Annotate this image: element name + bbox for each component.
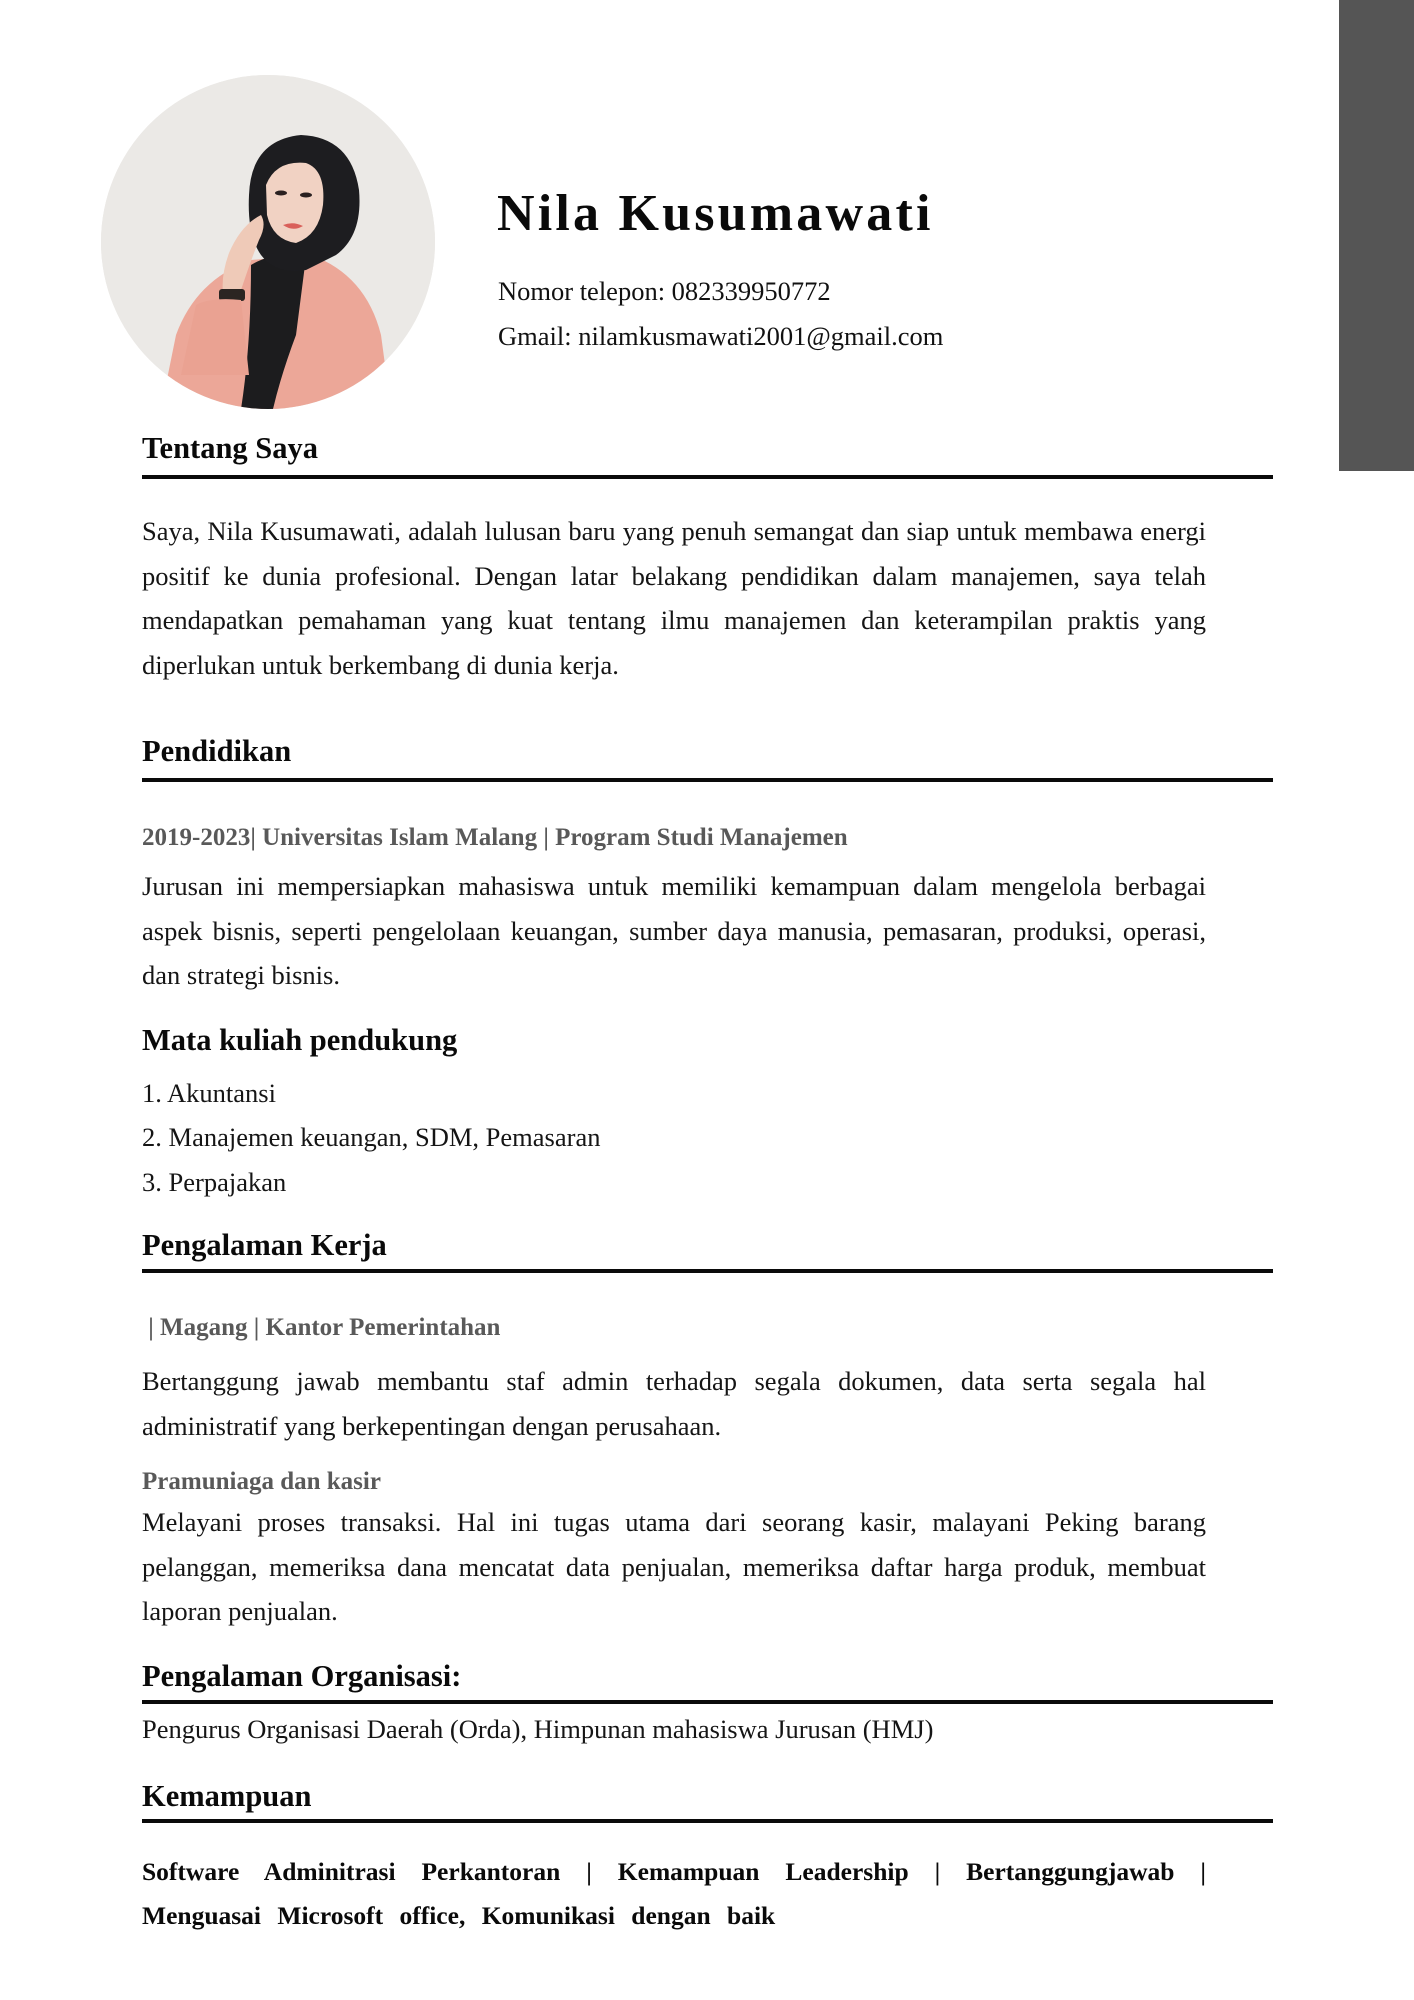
email-address: Gmail: nilamkusmawati2001@gmail.com	[498, 321, 944, 351]
candidate-name: Nila Kusumawati	[497, 185, 934, 242]
section-title-about: Tentang Saya	[142, 431, 319, 465]
section-title-organization: Pengalaman Organisasi:	[142, 1659, 462, 1693]
list-item: 3. Perpajakan	[142, 1166, 287, 1197]
courses-list	[142, 1071, 600, 1204]
section-title-work: Pengalaman Kerja	[142, 1228, 387, 1262]
section-divider	[142, 475, 1273, 479]
decorative-side-bar	[1339, 0, 1414, 471]
section-divider	[142, 778, 1273, 782]
section-divider	[142, 1700, 1273, 1704]
avatar	[101, 75, 435, 409]
job-heading: Pramuniaga dan kasir	[142, 1468, 381, 1495]
organization-text: Pengurus Organisasi Daerah (Orda), Himpunan mahasiswa Jurusan (HMJ)	[142, 1714, 934, 1744]
phone-number: Nomor telepon: 082339950772	[498, 276, 831, 306]
education-description: Jurusan ini mempersiapkan mahasiswa untuk memiliki kemampuan dalam mengelola berbagai aspek bisnis, seperti pengelolaan keuangan, sumber daya manusia, pemasaran, produksi, operasi, dan strategi bisnis.	[142, 871, 1206, 991]
list-item: 1. Akuntansi	[142, 1078, 276, 1108]
about-text: Saya, Nila Kusumawati, adalah lulusan baru yang penuh semangat dan siap untuk membawa energi positif ke dunia profesional. Dengan latar belakang pendidikan dalam manajemen, saya telah mendapatkan pemahaman yang kuat tentang ilmu manajemen dan keterampilan praktis yang diperlukan untuk berkembang di dunia kerja.	[142, 516, 1206, 681]
section-title-education: Pendidikan	[142, 734, 292, 768]
list-item: 2. Manajemen keuangan, SDM, Pemasaran	[142, 1122, 601, 1153]
section-title-skills: Kemampuan	[142, 1779, 312, 1813]
education-entry: 2019-2023| Universitas Islam Malang | Program Studi Manajemen	[142, 824, 848, 851]
section-divider	[142, 1819, 1273, 1823]
courses-title: Mata kuliah pendukung	[142, 1023, 458, 1057]
section-divider	[142, 1269, 1273, 1273]
job-heading: | Magang | Kantor Pemerintahan	[142, 1314, 501, 1341]
skills-text: Software Adminitrasi Perkantoran | Kemampuan Leadership | Bertanggungjawab | Menguasai Microsoft office, Komunikasi dengan baik	[142, 1857, 1206, 1930]
job-description: Melayani proses transaksi. Hal ini tugas utama dari seorang kasir, malayani Peking barang pelanggan, memeriksa dana mencatat data penjualan, memeriksa daftar harga produk, membuat laporan penjualan.	[142, 1507, 1206, 1627]
profile-photo-icon	[101, 75, 435, 409]
job-description: Bertanggung jawab membantu staf admin terhadap segala dokumen, data serta segala hal administratif yang berkepentingan dengan perusahaan.	[142, 1366, 1206, 1441]
